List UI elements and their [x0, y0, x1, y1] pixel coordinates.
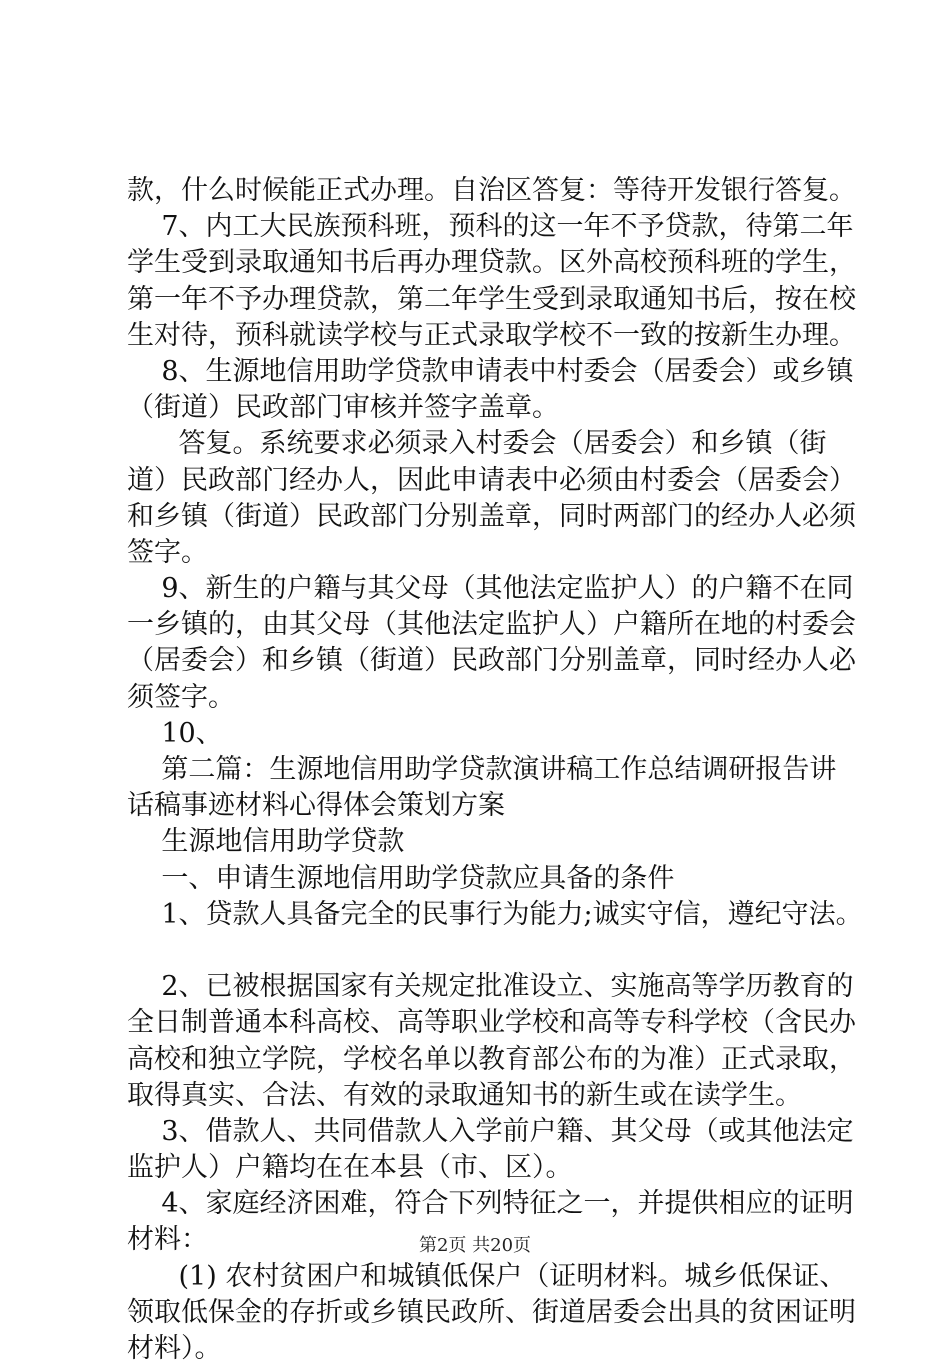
text-line: 第一年不予办理贷款，第二年学生受到录取通知书后，按在校 [127, 283, 856, 315]
text-line: 高校和独立学院，学校名单以教育部公布的为准）正式录取， [127, 1043, 856, 1075]
text-line: 签字。 [127, 536, 208, 568]
text-line: 道）民政部门经办人，因此申请表中必须由村委会（居委会） [127, 464, 856, 496]
text-line: 7、内工大民族预科班，预科的这一年不予贷款，待第二年 [127, 211, 854, 243]
text-line: 学生受到录取通知书后再办理贷款。区外高校预科班的学生， [127, 247, 856, 279]
subheading: 一、申请生源地信用助学贷款应具备的条件 [127, 862, 675, 894]
text-line: 取得真实、合法、有效的录取通知书的新生或在读学生。 [127, 1079, 802, 1111]
text-line: （居委会）和乡镇（街道）民政部门分别盖章，同时经办人必 [127, 645, 856, 677]
text-line: 材料）。 [127, 1333, 222, 1364]
section-heading: 第二篇：生源地信用助学贷款演讲稿工作总结调研报告讲 [127, 754, 837, 785]
text-line: 全日制普通本科高校、高等职业学校和高等专科学校（含民办 [127, 1007, 856, 1039]
text-line: 10、 [127, 717, 223, 749]
text-line: 和乡镇（街道）民政部门分别盖章，同时两部门的经办人必须 [127, 500, 856, 532]
text-line: 材料： [127, 1224, 208, 1256]
text-line: 9、新生的户籍与其父母（其他法定监护人）的户籍不在同 [127, 573, 854, 605]
section-heading: 话稿事迹材料心得体会策划方案 [127, 790, 505, 822]
text-line: 8、生源地信用助学贷款申请表中村委会（居委会）或乡镇 [127, 355, 854, 387]
text-line: （街道）民政部门审核并签字盖章。 [127, 392, 559, 424]
text-line: (1) 农村贫困户和城镇低保户（证明材料。城乡低保证、 [127, 1260, 847, 1292]
text-line: 领取低保金的存折或乡镇民政所、街道居委会出具的贫困证明 [127, 1296, 856, 1328]
text-line: 一乡镇的，由其父母（其他法定监护人）户籍所在地的村委会 [127, 609, 856, 641]
page-number-footer: 第2页 共20页 [418, 1235, 532, 1256]
document-body [127, 173, 863, 1367]
text-line: 监护人）户籍均在在本县（市、区）。 [127, 1152, 573, 1184]
text-line: 款，什么时候能正式办理。自治区答复：等待开发银行答复。 [127, 175, 856, 206]
text-line: 须签字。 [127, 681, 235, 713]
blank-line [127, 933, 847, 969]
text-line: 3、借款人、共同借款人入学前户籍、其父母（或其他法定 [127, 1115, 854, 1147]
text-line: 答复。系统要求必须录入村委会（居委会）和乡镇（街 [127, 428, 827, 460]
subheading: 生源地信用助学贷款 [127, 826, 405, 858]
text-line: 生对待，预科就读学校与正式录取学校不一致的按新生办理。 [127, 319, 856, 351]
text-line: 1、贷款人具备完全的民事行为能力;诚实守信，遵纪守法。 [127, 898, 863, 930]
text-line: 2、已被根据国家有关规定批准设立、实施高等学历教育的 [127, 971, 854, 1003]
text-line: 4、家庭经济困难，符合下列特征之一，并提供相应的证明 [127, 1188, 854, 1220]
